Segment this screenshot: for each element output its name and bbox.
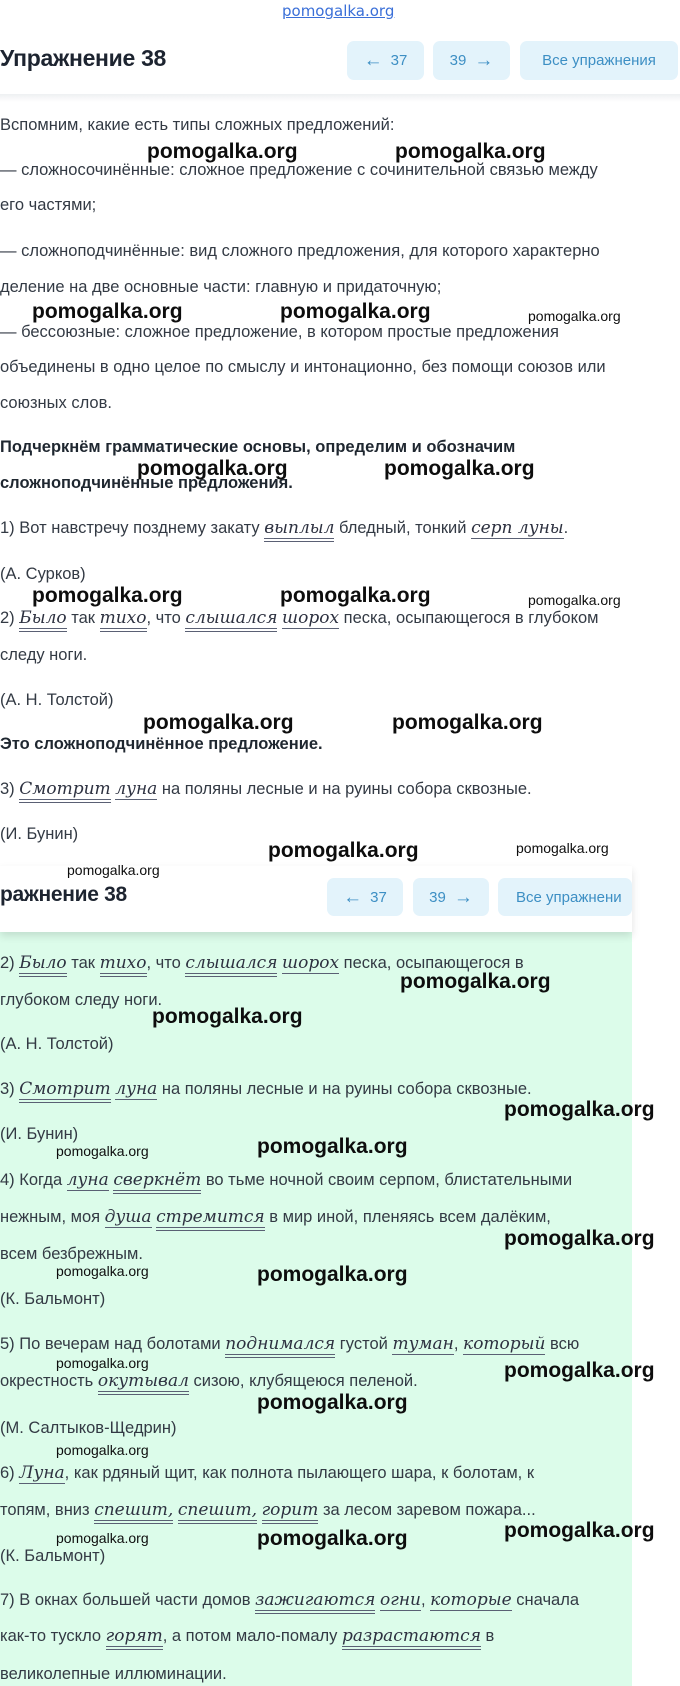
watermark: pomogalka.org <box>528 592 621 608</box>
subject: туман <box>392 1334 454 1354</box>
sentence-7: 7) В окнах большей части домов зажигаются огни, которые сначала <box>0 1590 678 1610</box>
task-line: Подчеркнём грамматические основы, определим и обозначим <box>0 438 516 456</box>
watermark: pomogalka.org <box>504 1227 655 1250</box>
all-label: Все упражнени <box>516 888 622 906</box>
watermark: pomogalka.org <box>257 1527 408 1550</box>
author: (М. Салтыков-Щедрин) <box>0 1419 177 1437</box>
watermark: pomogalka.org <box>56 1442 149 1458</box>
watermark: pomogalka.org <box>32 300 183 323</box>
intro-line: Вспомним, какие есть типы сложных предложений: <box>0 116 395 134</box>
predicate: выплыл <box>264 518 334 542</box>
watermark: pomogalka.org <box>147 140 298 163</box>
watermark: pomogalka.org <box>504 1519 655 1542</box>
watermark: pomogalka.org <box>280 584 431 607</box>
sentence-4: 4) Когда луна сверкнёт во тьме ночной своим серпом, блистательными <box>0 1170 678 1190</box>
sentence-3: 3) Смотрит луна на поляны лесные и на руины собора сквозные. <box>0 779 678 799</box>
predicate: поднимался <box>225 1334 335 1358</box>
sentence-2: 2) Было так тихо, что слышался шорох песка, осыпающегося в глубоком <box>0 608 678 628</box>
watermark: pomogalka.org <box>257 1263 408 1286</box>
prev-label: 37 <box>390 52 408 69</box>
subject: огни <box>380 1590 421 1610</box>
watermark: pomogalka.org <box>56 1355 149 1371</box>
predicate: горят <box>106 1626 163 1650</box>
predicate: Смотрит <box>19 779 110 803</box>
sentence-2-cont: глубоком следу ноги. <box>0 991 163 1009</box>
intro-line: объединены в одно целое по смыслу и интонационно, без помощи союзов или <box>0 358 606 376</box>
embedded-all-button[interactable] <box>498 878 632 916</box>
note: Это сложноподчинённое предложение. <box>0 735 323 753</box>
subject: Луна <box>19 1463 65 1483</box>
subject: луна <box>115 779 158 799</box>
arrow-left-icon: ← <box>343 886 363 908</box>
sentence-5: 5) По вечерам над болотами поднимался густой туман, который всю <box>0 1334 678 1354</box>
arrow-left-icon: ← <box>363 50 383 71</box>
predicate: тихо <box>100 608 147 632</box>
watermark: pomogalka.org <box>257 1391 408 1414</box>
predicate: слышался <box>185 608 277 632</box>
subject: который <box>463 1334 546 1354</box>
watermark: pomogalka.org <box>400 970 551 993</box>
sentence-4-cont: нежным, моя душа стремится в мир иной, пленяясь всем далёким, <box>0 1207 678 1227</box>
arrow-right-icon: → <box>453 886 473 908</box>
intro-line: — сложносочинённые: сложное предложение с сочинительной связью между <box>0 161 598 179</box>
sentence-7-cont: как-то тускло горят, а потом мало-помалу разрастаются в <box>0 1626 678 1646</box>
watermark: pomogalka.org <box>392 711 543 734</box>
page-title: Упражнение 38 <box>0 45 167 71</box>
watermark: pomogalka.org <box>257 1135 408 1158</box>
predicate: зажигаются <box>255 1590 375 1614</box>
intro-line: деление на две основные части: главную и придаточную; <box>0 278 442 296</box>
header-divider <box>0 94 680 102</box>
author: (И. Бунин) <box>0 825 79 843</box>
watermark: pomogalka.org <box>67 862 160 878</box>
watermark: pomogalka.org <box>504 1359 655 1382</box>
author: (К. Бальмонт) <box>0 1547 106 1565</box>
embedded-prev-button[interactable] <box>327 878 403 916</box>
subject: шорох <box>282 608 340 628</box>
sentence-3: 3) Смотрит луна на поляны лесные и на руины собора сквозные. <box>0 1079 678 1099</box>
predicate: стремится <box>156 1207 265 1231</box>
watermark: pomogalka.org <box>56 1530 149 1546</box>
watermark: pomogalka.org <box>384 457 535 480</box>
all-exercises-button[interactable] <box>520 41 678 80</box>
watermark: pomogalka.org <box>32 584 183 607</box>
watermark: pomogalka.org <box>395 140 546 163</box>
site-header-link[interactable]: pomogalka.org <box>282 2 395 20</box>
author: (А. Н. Толстой) <box>0 691 114 709</box>
prev-exercise-button[interactable] <box>347 41 424 80</box>
intro-line: его частями; <box>0 196 97 214</box>
watermark: pomogalka.org <box>56 1143 149 1159</box>
author: (И. Бунин) <box>0 1125 79 1143</box>
author: (К. Бальмонт) <box>0 1290 106 1308</box>
intro-line: — бессоюзные: сложное предложение, в котором простые предложения <box>0 323 559 341</box>
watermark: pomogalka.org <box>268 839 419 862</box>
watermark: pomogalka.org <box>516 840 609 856</box>
watermark: pomogalka.org <box>56 1263 149 1279</box>
watermark: pomogalka.org <box>143 711 294 734</box>
watermark: pomogalka.org <box>280 300 431 323</box>
next-label: 39 <box>449 52 467 69</box>
sentence-2-cont: следу ноги. <box>0 646 88 664</box>
author: (А. Сурков) <box>0 565 86 583</box>
predicate: спешит, <box>178 1500 257 1524</box>
intro-line: — сложноподчинённые: вид сложного предложения, для которого характерно <box>0 242 600 260</box>
watermark: pomogalka.org <box>152 1005 303 1028</box>
predicate: Было <box>19 608 66 632</box>
next-exercise-button[interactable] <box>433 41 510 80</box>
sentence-6-cont: топям, вниз спешит, спешит, горит за лесом заревом пожара... <box>0 1500 678 1520</box>
subject: которые <box>430 1590 512 1610</box>
subject: луна <box>66 1170 109 1190</box>
watermark: pomogalka.org <box>528 308 621 324</box>
predicate: окутывал <box>98 1371 189 1395</box>
author: (А. Н. Толстой) <box>0 1035 114 1053</box>
subject: серп луны <box>471 518 564 538</box>
prev-label: 37 <box>370 888 387 906</box>
predicate: горит <box>262 1500 319 1524</box>
sentence-2: 2) Было так тихо, что слышался шорох песка, осыпающегося в <box>0 953 632 973</box>
sentence-6: 6) Луна, как рдяный щит, как полнота пылающего шара, к болотам, к <box>0 1463 535 1483</box>
watermark: pomogalka.org <box>137 457 288 480</box>
subject: душа <box>104 1207 152 1227</box>
sentence-1: 1) Вот навстречу позднему закату выплыл бледный, тонкий серп луны. <box>0 518 678 538</box>
sentence-5-cont: окрестность окутывал сизою, клубящеюся пеленой. <box>0 1371 678 1391</box>
arrow-right-icon: → <box>474 50 494 71</box>
watermark: pomogalka.org <box>504 1098 655 1121</box>
task-line: сложноподчинённые предложения. <box>0 474 293 492</box>
sentence-7-cont: великолепные иллюминации. <box>0 1665 227 1683</box>
next-label: 39 <box>429 888 446 906</box>
all-label: Все упражнения <box>542 52 656 69</box>
predicate: сверкнёт <box>113 1170 201 1194</box>
sentence-4-cont: всем безбрежным. <box>0 1245 143 1263</box>
embedded-title: ражнение 38 <box>0 883 127 906</box>
intro-line: союзных слов. <box>0 394 112 412</box>
predicate: разрастаются <box>342 1626 481 1650</box>
embedded-next-button[interactable] <box>413 878 489 916</box>
predicate: спешит, <box>94 1500 173 1524</box>
